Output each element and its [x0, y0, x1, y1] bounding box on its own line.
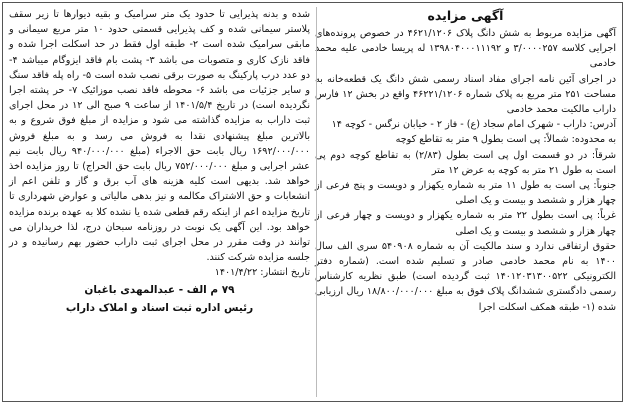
notice-paragraph: شرقاً: در دو قسمت اول پی است بطول (۲/۸۳) به تقاطع کوچه دوم پی است به طول ۲۱ متر به کوچه به عرض ۱۲ متر — [315, 149, 616, 176]
column-divider — [316, 7, 317, 397]
notice-frame — [2, 2, 623, 402]
notice-paragraph: جنوباً: پی است به طول ۱۱ متر به شماره یکهزار و دویست و پنج فرعی از چهار هزار و ششصد و بیست و یک اصلی — [315, 180, 617, 207]
notice-paragraph: آدرس: داراب - شهرک امام سجاد (ع) - فاز ۲ - خیابان نرگس - کوچه ۱۴ — [331, 119, 616, 131]
notice-paragraph: حقوق ارتفاقی ندارد و سند مالکیت آن به شماره ۵۴۰۹۰۸ سری الف سال ۱۴۰۰ به نام محمد خادمی صادر و تسلیم شده است. (شماره دفتر الکترونیکی ۱۴۰۱۲۰۳۱۳۰۰۵۲۲ ثبت گردیده است) طبق نظریه کارشناس رسمی دادگستری ششدانگ پلاک فوق به مبلغ ۱۸/۸۰۰/۰۰۰/۰۰۰ ریال ارزیابی شده (۱- طبقه همکف اسکلت اجرا — [315, 240, 616, 313]
notice-right-column — [315, 7, 616, 315]
publish-date: تاریخ انتشار: ۱۴۰۱/۴/۲۲ — [214, 267, 310, 279]
notice-left-column — [9, 7, 310, 317]
signature-code-name: ۷۹ م الف - عبدالمهدی باغبان — [84, 283, 235, 296]
notice-paragraph: در اجرای آئین نامه اجرای مفاد اسناد رسمی شش دانگ یک قطعه‌خانه به مساحت ۲۵۱ متر مربع به پلاک شماره ۴۶۲۲۱/۱۲۰۶ واقع در بخش ۱۲ فارس داراب مالکیت محمد خادمی — [315, 73, 616, 116]
notice-paragraph: غرباً: پی است بطول ۲۲ متر به شماره یکهزار و دویست و چهار فرعی از چهار هزار و ششصد و بیست و یک اصلی — [315, 210, 616, 237]
notice-paragraph: آگهی مزایده مربوط به شش دانگ پلاک ۴۶۲۱/۱۲۰۶ در خصوص پرونده‌های اجرایی کلاسه ۳/۰۰۰۰۲۵۷ و ۱۳۹۸۰۴۰۰۰۱۱۱۹۲ له پریسا خادمی علیه محمد خادمی — [315, 28, 617, 70]
signature-office: رئیس اداره ثبت اسناد و املاک داراب — [65, 301, 254, 314]
notice-paragraph: شده و بدنه پذیرایی تا حدود یک متر سرامیک و بقیه دیوارها تا زیر سقف پلاستر سیمانی شده و کف پذیرایی قسمتی حدود ۱۰ متر مربع سیمانی و مابقی سرامیک شده است ۲- طبقه اول فقط در حد اسکلت اجرا شده و فاقد نازک کاری و متصوبات می باشد ۳- پشت بام فاقد ایزوگام میباشد ۴- دو عدد درب پارکینگ به صورت برقی نصب شده است ۵- راه پله فاقد سنگ و سایر جزئیات می باشد ۶- محوطه فاقد نصب موزائیک ۷- حر پشته اجرا نگردیده است) در تاریخ ۱۴۰۱/۵/۴ از ساعت ۹ صبح الی ۱۲ در محل اجرای ثبت داراب به مزایده گذاشته می شود و مزایده از مبلغ فوق شروع و به بالاترین مبلغ پیشنهادی نقدا به فروش می رسد و به مبلغ فروش ۱۶۹۲/۰۰۰/۰۰۰ ریال بابت حق الاجراء (مبلغ ۹۴۰/۰۰۰/۰۰۰ ریال بابت نیم عشر اجرایی و مبلغ ۷۵۲/۰۰۰/۰۰۰ ریال بابت حق الحراج) تا روز مزایده اخذ خواهد شد. بدیهی است کلیه هزینه های آب برق و گاز و تلفن اعم از انشعابات و حق الاشتراک مکالمه و نیز بدهی مالیاتی و عوارض شهرداری تا تاریخ مزایده اعم از اینکه رقم قطعی شده یا نشده کلا به عهده برنده مزایده خواهد بود. این آگهی یک نوبت در روزنامه سبحان درج، لذا خریداران می توانند در وقت مقرر در محل اجرای ثبت داراب حضور بهم رسانیده و در جلسه مزایده شرکت کنند. — [9, 9, 310, 264]
notice-title: آگهی مزایده — [427, 8, 504, 23]
notice-paragraph: به محدوده: شمالاً: پی است بطول ۹ متر به تقاطع کوچه — [395, 134, 616, 146]
